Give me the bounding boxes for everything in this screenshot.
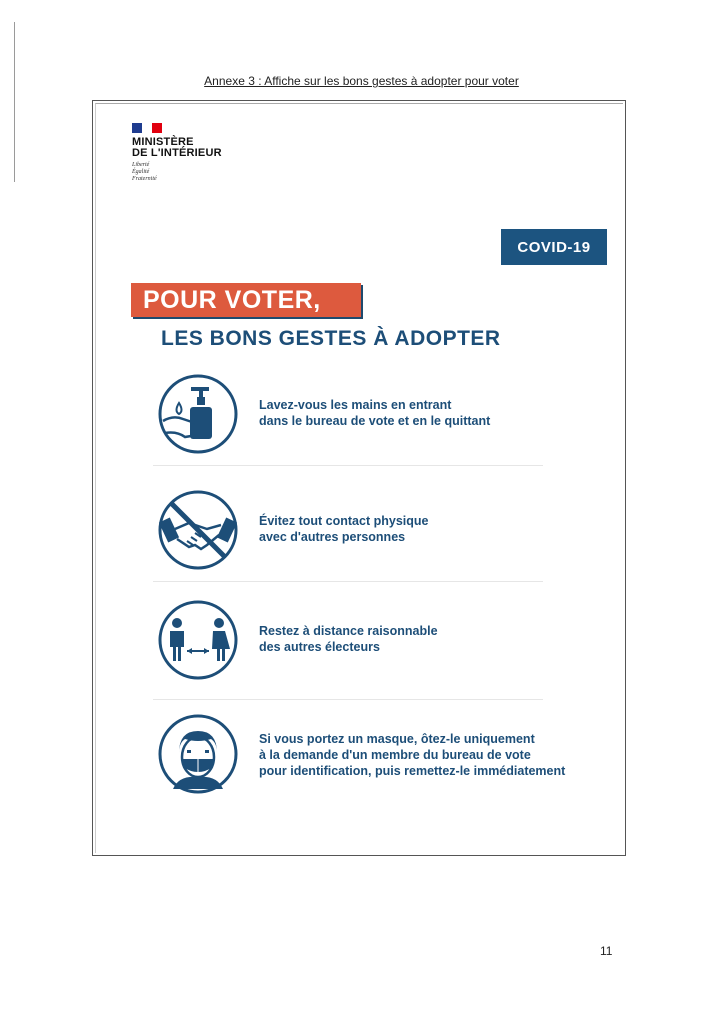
hand-sanitizer-icon bbox=[157, 373, 239, 455]
motto-fraternite: Fraternité bbox=[132, 176, 157, 182]
gesture-mask bbox=[157, 713, 597, 797]
divider bbox=[153, 581, 543, 582]
annex-title: Annexe 3 : Affiche sur les bons gestes à adopter pour voter bbox=[204, 74, 519, 88]
gesture-keep-distance bbox=[157, 599, 597, 683]
page-margin-line bbox=[14, 22, 15, 182]
gesture-wash-hands bbox=[157, 373, 597, 457]
gesture-text: Lavez-vous les mains en entrant dans le bureau de vote et en le quittant bbox=[259, 398, 491, 428]
banner-title: POUR VOTER, bbox=[131, 283, 361, 317]
gesture-text: Restez à distance raisonnable des autres électeurs bbox=[259, 624, 438, 654]
face-mask-icon bbox=[157, 713, 239, 795]
motto-liberte: Liberté bbox=[132, 162, 150, 168]
gesture-text: Évitez tout contact physique avec d'autres personnes bbox=[259, 514, 429, 544]
motto-egalite: Égalité bbox=[132, 169, 150, 175]
no-handshake-icon bbox=[157, 489, 239, 571]
republic-motto bbox=[132, 162, 282, 183]
ministry-name-line2: DE L'INTÉRIEUR bbox=[132, 147, 222, 159]
french-flag-icon bbox=[132, 123, 162, 133]
divider bbox=[153, 699, 543, 700]
gesture-no-contact bbox=[157, 489, 597, 573]
poster bbox=[92, 100, 626, 856]
ministry-logo bbox=[132, 123, 282, 183]
social-distance-icon bbox=[157, 599, 239, 681]
divider bbox=[153, 465, 543, 466]
poster-subtitle: LES BONS GESTES À ADOPTER bbox=[161, 327, 501, 350]
covid-badge: COVID-19 bbox=[501, 229, 607, 265]
ministry-name-line1: MINISTÈRE bbox=[132, 136, 194, 148]
gesture-text: Si vous portez un masque, ôtez-le uniquement à la demande d'un membre du bureau de vote pour identification, puis remettez-le immédiatement bbox=[259, 732, 566, 778]
page-number: 11 bbox=[600, 944, 613, 958]
